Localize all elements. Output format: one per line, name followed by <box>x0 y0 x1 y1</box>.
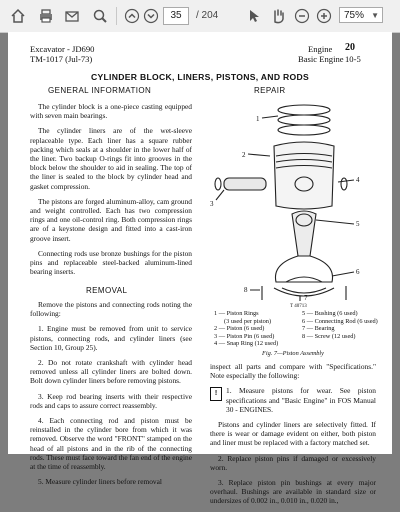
list-item: 2. Replace piston pins if damaged or excessively worn. <box>210 453 376 472</box>
callout-label: 6 <box>356 268 360 276</box>
callout-label: 3 <box>210 200 214 208</box>
header-group: Engine <box>308 44 333 54</box>
legend-left <box>214 310 278 348</box>
list-item: 4. Each connecting rod and piston must be reinstalled in the cylinder bore from which it was removed. Observe the word "FRONT" stamped on the head of all pistons and in the rib of the connecting rods. These must face toward the fan end of the engine at the time of reassembly. <box>30 416 192 472</box>
hand-icon[interactable] <box>268 6 288 26</box>
paragraph: Pistons and cylinder liners are selectively fitted. If there is wear or damage evident on either, both piston and liner must be replaced with a factory matched set. <box>210 420 376 448</box>
paragraph: The cylinder block is a one-piece casting equipped with seven main bearings. <box>30 102 192 121</box>
callout-label: 5 <box>356 220 360 228</box>
paragraph: The pistons are forged aluminum-alloy, cam ground and weight controlled. Each has two compression rings and one oil-control ring. Both compression rings are of a keystone design and fitted into a cast-iron groove insert. <box>30 196 192 243</box>
list-item: 3. Keep rod bearing inserts with their respective rods and caps to assure correct reassembly. <box>30 391 192 410</box>
zoom-out-icon[interactable] <box>292 6 312 26</box>
piston-assembly-illustration <box>204 96 380 302</box>
callout-label: 4 <box>356 176 360 184</box>
zoom-select[interactable] <box>339 7 383 23</box>
mail-icon[interactable] <box>62 6 82 26</box>
legend-item: 1 — Piston Rings <box>214 310 259 317</box>
heading-removal: REMOVAL <box>86 286 128 295</box>
viewer-toolbar <box>0 0 400 33</box>
callout-label: 1 <box>256 115 260 123</box>
document-page <box>8 32 392 506</box>
list-item: 1. Measure pistons for wear. See piston specifications and "Basic Engine" in FOS Manual 30 - ENGINES. <box>226 386 376 414</box>
callout-label: 7 <box>304 294 308 302</box>
note-icon: ! <box>210 387 222 401</box>
paragraph: Remove the pistons and connecting rods noting the following: <box>30 300 192 319</box>
page-down-icon[interactable] <box>141 6 161 26</box>
figure-caption: Fig. 7—Piston Assembly <box>262 350 324 357</box>
heading-general-information: GENERAL INFORMATION <box>48 86 152 95</box>
legend-item: 8 — Screw (12 used) <box>302 332 356 340</box>
legend-item: 3 — Piston Pin (6 used) <box>214 332 275 340</box>
legend-item: 6 — Connecting Rod (6 used) <box>302 317 378 325</box>
legend-item: 2 — Piston (6 used) <box>214 325 265 333</box>
header-section-number: 10-5 <box>345 54 361 64</box>
paragraph: The cylinder liners are of the wet-sleeve replaceable type. Each liner has a square rubber packing which seals at a shoulder in the lower half of the liner. Two backup O-rings fit into grooves in the block below the shoulder to aid in sealing. The top of the liner is sealed to the block by cylinder head and gasket compression. <box>30 126 192 191</box>
zoom-in-icon[interactable] <box>90 6 110 26</box>
header-manual: TM-1017 (Jul-73) <box>30 54 93 64</box>
legend-item: 7 — Bearing <box>302 325 335 333</box>
home-icon[interactable] <box>8 6 28 26</box>
heading-repair: REPAIR <box>254 86 286 95</box>
right-column <box>210 362 376 512</box>
toolbar-separator <box>116 7 117 25</box>
zoom-value: 75% <box>344 10 365 21</box>
page-total-label: / 204 <box>196 10 219 21</box>
list-item: 2. Do not rotate crankshaft with cylinder head removed unless all cylinder liners are bolted down. Bolt down cylinder liners before removing pistons. <box>30 358 192 386</box>
page-number-input[interactable]: 35 <box>163 7 189 25</box>
print-icon[interactable] <box>36 6 56 26</box>
header-page-number: 20 <box>345 42 355 53</box>
figure-reference: T 40713 <box>290 304 307 309</box>
paragraph: Connecting rods use bronze bushings for the piston pins and replaceable steel-backed aluminum-lined bearing inserts. <box>30 248 192 277</box>
header-subgroup: Basic Engine <box>298 54 344 64</box>
legend-right <box>302 310 378 340</box>
list-item: 1. Engine must be removed from unit to service pistons, connecting rods, and cylinder liners (see Section 10, Group 25). <box>30 324 192 352</box>
paragraph: inspect all parts and compare with "Specifications." Note especially the following: <box>210 362 376 381</box>
list-item: 5. Measure cylinder liners before removal <box>38 477 162 487</box>
header-model: Excavator - JD690 <box>30 44 95 54</box>
list-item: 3. Replace piston pin bushings at every major overhaul. Bushings are available in standard size or undersizes of 0.002 in., 0.010 in., 0.020 in., <box>210 478 376 506</box>
legend-item: (3 used per piston) <box>224 317 272 325</box>
callout-label: 2 <box>242 151 246 159</box>
left-column <box>30 102 192 282</box>
note-block <box>210 386 376 414</box>
page-up-icon[interactable] <box>122 6 142 26</box>
callout-label: 8 <box>244 286 248 294</box>
removal-steps <box>30 300 192 492</box>
zoom-in-icon[interactable] <box>314 6 334 26</box>
legend-item: 4 — Snap Ring (12 used) <box>214 340 279 348</box>
chevron-down-icon: ▼ <box>371 11 379 20</box>
page-title: CYLINDER BLOCK, LINERS, PISTONS, AND RODS <box>90 72 310 82</box>
legend-item: 5 — Bushing (6 used) <box>302 310 358 317</box>
pointer-icon[interactable] <box>244 6 264 26</box>
